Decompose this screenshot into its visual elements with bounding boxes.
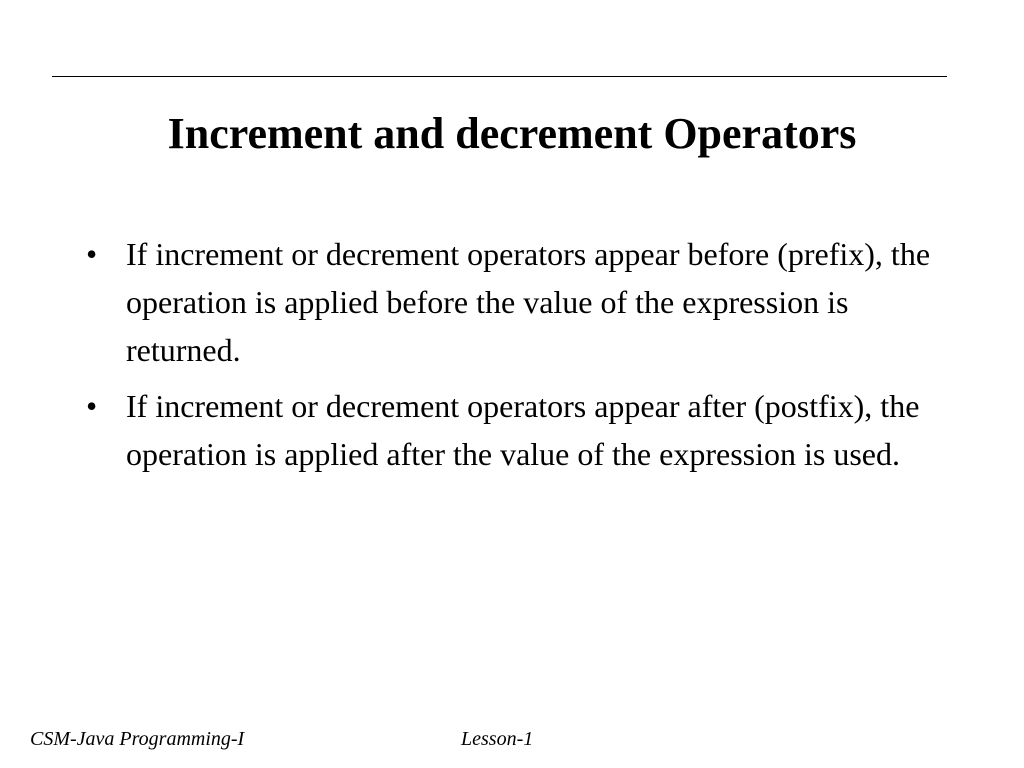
bullet-item-prefix <box>86 230 956 374</box>
bullet-marker: • <box>86 236 98 272</box>
bullet-text: If increment or decrement operators appear before (prefix), the operation is applied before the value of the expression is returned. <box>126 236 931 368</box>
bullet-marker: • <box>86 388 98 424</box>
bullet-item-postfix <box>86 382 956 478</box>
bullet-list <box>86 230 956 486</box>
slide-title: Increment and decrement Operators <box>167 109 857 158</box>
top-divider <box>52 76 947 77</box>
footer-course-name: CSM-Java Programming-I <box>30 728 245 750</box>
footer-lesson-label: Lesson-1 <box>461 728 534 750</box>
bullet-text: If increment or decrement operators appear after (postfix), the operation is applied after the value of the expression is used. <box>126 388 920 472</box>
